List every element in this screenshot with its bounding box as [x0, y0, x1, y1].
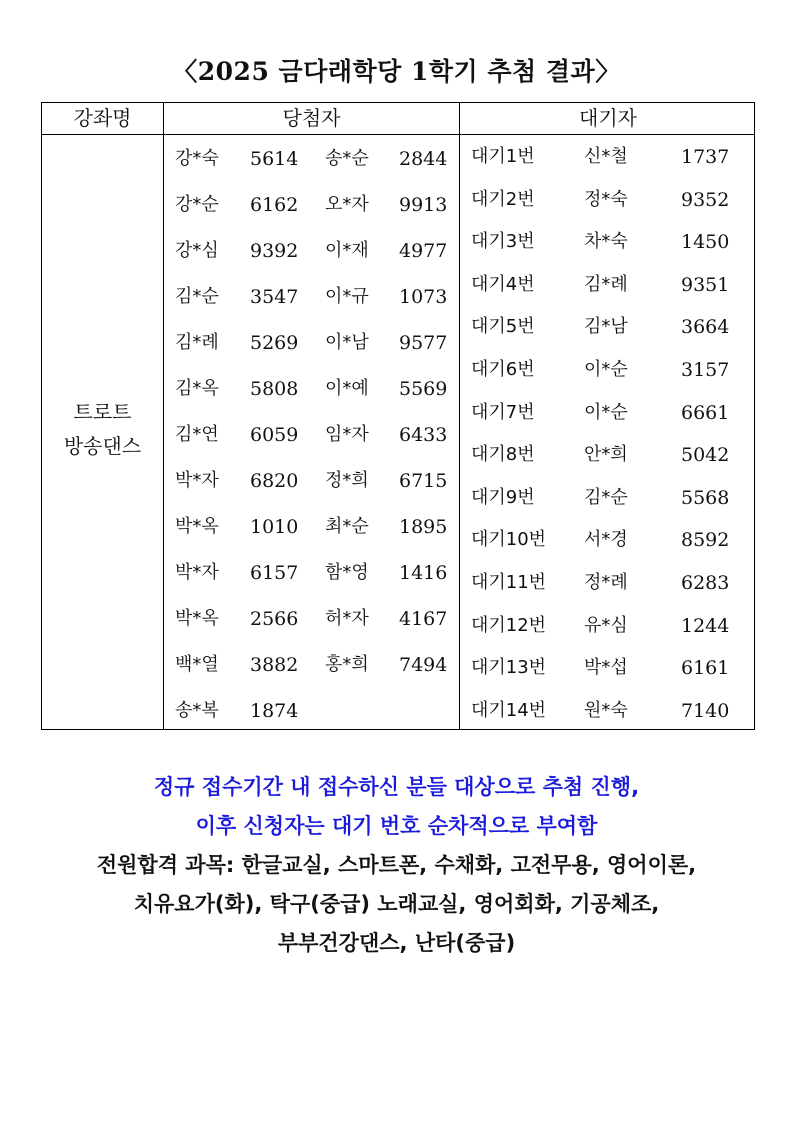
winner-name: 이*재	[325, 240, 369, 261]
winner-name: 송*복	[175, 700, 219, 721]
course-name-line2: 방송댄스	[63, 434, 142, 458]
winner-row	[165, 603, 457, 635]
waitlist-number: 대기6번	[471, 359, 535, 380]
waitlist-name: 원*숙	[584, 700, 628, 721]
waitlist-row	[461, 695, 755, 727]
waitlist-row	[461, 184, 755, 216]
waitlist-row	[461, 610, 755, 642]
winner-row	[165, 189, 457, 221]
winner-code: 6820	[250, 470, 299, 492]
waitlist-row	[461, 311, 755, 343]
winner-name: 백*열	[175, 654, 219, 675]
winner-row	[165, 649, 457, 681]
winner-code: 1073	[399, 286, 448, 308]
winner-row	[165, 327, 457, 359]
notice-line-4: 치유요가(화), 탁구(중급) 노래교실, 영어회화, 기공체조,	[133, 892, 660, 916]
winner-row	[165, 511, 457, 543]
waitlist-code: 7140	[681, 700, 730, 722]
winner-name: 박*옥	[175, 516, 219, 537]
winner-name: 박*자	[175, 562, 219, 583]
winner-name: 오*자	[325, 194, 369, 215]
waitlist-code: 5568	[681, 487, 730, 509]
course-name-line1: 트로트	[73, 400, 132, 424]
waitlist-name: 신*철	[584, 146, 628, 167]
column-divider-waitlist	[459, 103, 460, 729]
waitlist-name: 안*희	[584, 444, 628, 465]
waitlist-number: 대기8번	[471, 444, 535, 465]
waitlist-row	[461, 269, 755, 301]
waitlist-code: 9351	[681, 274, 730, 296]
winner-name: 송*순	[325, 148, 369, 169]
winner-name: 김*연	[175, 424, 219, 445]
winner-code: 6157	[250, 562, 299, 584]
notice-line-1: 정규 접수기간 내 접수하신 분들 대상으로 추첨 진행,	[153, 775, 640, 799]
winner-name: 박*자	[175, 470, 219, 491]
winner-code: 1895	[399, 516, 448, 538]
winner-name: 박*옥	[175, 608, 219, 629]
winner-name: 함*영	[325, 562, 369, 583]
waitlist-code: 1244	[681, 615, 730, 637]
waitlist-number: 대기9번	[471, 487, 535, 508]
winner-code: 6059	[250, 424, 299, 446]
winner-name: 김*례	[175, 332, 219, 353]
winner-name: 허*자	[325, 608, 369, 629]
winner-name: 임*자	[325, 424, 369, 445]
winner-code: 3882	[250, 654, 299, 676]
winner-name: 홍*희	[325, 654, 369, 675]
winner-row	[165, 419, 457, 451]
header-divider	[42, 134, 754, 135]
waitlist-number: 대기10번	[471, 529, 547, 550]
winner-code: 4977	[399, 240, 448, 262]
winner-row	[165, 557, 457, 589]
waitlist-row	[461, 141, 755, 173]
winner-code: 5269	[250, 332, 299, 354]
winner-code: 9577	[399, 332, 448, 354]
waitlist-name: 김*순	[584, 487, 628, 508]
winner-name: 최*순	[325, 516, 369, 537]
waitlist-name: 차*숙	[584, 231, 628, 252]
waitlist-code: 9352	[681, 189, 730, 211]
waitlist-row	[461, 652, 755, 684]
winner-code: 3547	[250, 286, 299, 308]
waitlist-code: 6283	[681, 572, 730, 594]
winner-code: 1010	[250, 516, 299, 538]
winner-name: 강*심	[175, 240, 219, 261]
waitlist-row	[461, 567, 755, 599]
waitlist-code: 3157	[681, 359, 730, 381]
waitlist-row	[461, 482, 755, 514]
winner-row	[165, 465, 457, 497]
waitlist-code: 3664	[681, 316, 730, 338]
winner-name: 이*규	[325, 286, 369, 307]
waitlist-name: 서*경	[584, 529, 628, 550]
winner-code: 6162	[250, 194, 299, 216]
header-waitlist: 대기자	[579, 106, 637, 130]
winner-code: 7494	[399, 654, 448, 676]
waitlist-number: 대기4번	[471, 274, 535, 295]
winner-row	[165, 143, 457, 175]
winner-row	[165, 281, 457, 313]
page-title: 〈2025 금다래학당 1학기 추첨 결과〉	[172, 57, 621, 86]
winner-code: 6715	[399, 470, 448, 492]
waitlist-name: 이*순	[584, 402, 628, 423]
winner-code: 1874	[250, 700, 299, 722]
winner-row	[165, 235, 457, 267]
waitlist-code: 1737	[681, 146, 730, 168]
waitlist-number: 대기3번	[471, 231, 535, 252]
waitlist-number: 대기12번	[471, 615, 547, 636]
waitlist-code: 1450	[681, 231, 730, 253]
winner-code: 9392	[250, 240, 299, 262]
waitlist-name: 정*례	[584, 572, 628, 593]
waitlist-number: 대기5번	[471, 316, 535, 337]
waitlist-row	[461, 439, 755, 471]
waitlist-name: 이*순	[584, 359, 628, 380]
winner-name: 강*숙	[175, 148, 219, 169]
notice-line-2: 이후 신청자는 대기 번호 순차적으로 부여함	[195, 814, 598, 838]
winner-code: 6433	[399, 424, 448, 446]
winner-name: 정*희	[325, 470, 369, 491]
column-divider-course	[163, 103, 164, 729]
waitlist-number: 대기1번	[471, 146, 535, 167]
waitlist-number: 대기13번	[471, 657, 547, 678]
waitlist-number: 대기2번	[471, 189, 535, 210]
notice	[0, 768, 793, 963]
waitlist-row	[461, 226, 755, 258]
waitlist-number: 대기7번	[471, 402, 535, 423]
winner-name: 이*남	[325, 332, 369, 353]
waitlist-number: 대기11번	[471, 572, 547, 593]
winner-name: 김*옥	[175, 378, 219, 399]
waitlist-row	[461, 397, 755, 429]
waitlist-code: 5042	[681, 444, 730, 466]
winner-name: 김*순	[175, 286, 219, 307]
winner-code: 2566	[250, 608, 299, 630]
waitlist-code: 6661	[681, 402, 730, 424]
winner-code: 9913	[399, 194, 448, 216]
waitlist-code: 8592	[681, 529, 730, 551]
winner-code: 5569	[399, 378, 448, 400]
winner-code: 1416	[399, 562, 448, 584]
waitlist-number: 대기14번	[471, 700, 547, 721]
winner-code: 4167	[399, 608, 448, 630]
waitlist-name: 유*심	[584, 615, 628, 636]
waitlist-row	[461, 354, 755, 386]
waitlist-name: 박*섭	[584, 657, 628, 678]
winner-name: 이*예	[325, 378, 369, 399]
waitlist-name: 김*례	[584, 274, 628, 295]
notice-line-3: 전원합격 과목: 한글교실, 스마트폰, 수채화, 고전무용, 영어이론,	[96, 853, 697, 877]
results-table	[41, 102, 755, 730]
header-course: 강좌명	[73, 106, 132, 130]
waitlist-name: 정*숙	[584, 189, 628, 210]
header-winners: 당첨자	[282, 106, 341, 130]
winner-code: 5614	[250, 148, 299, 170]
winner-name: 강*순	[175, 194, 219, 215]
waitlist-code: 6161	[681, 657, 730, 679]
winner-code: 2844	[399, 148, 448, 170]
waitlist-row	[461, 524, 755, 556]
winner-row	[165, 695, 457, 727]
course-name	[42, 395, 163, 463]
winner-row	[165, 373, 457, 405]
winner-code: 5808	[250, 378, 299, 400]
waitlist-name: 김*남	[584, 316, 628, 337]
notice-line-5: 부부건강댄스, 난타(중급)	[277, 931, 516, 955]
